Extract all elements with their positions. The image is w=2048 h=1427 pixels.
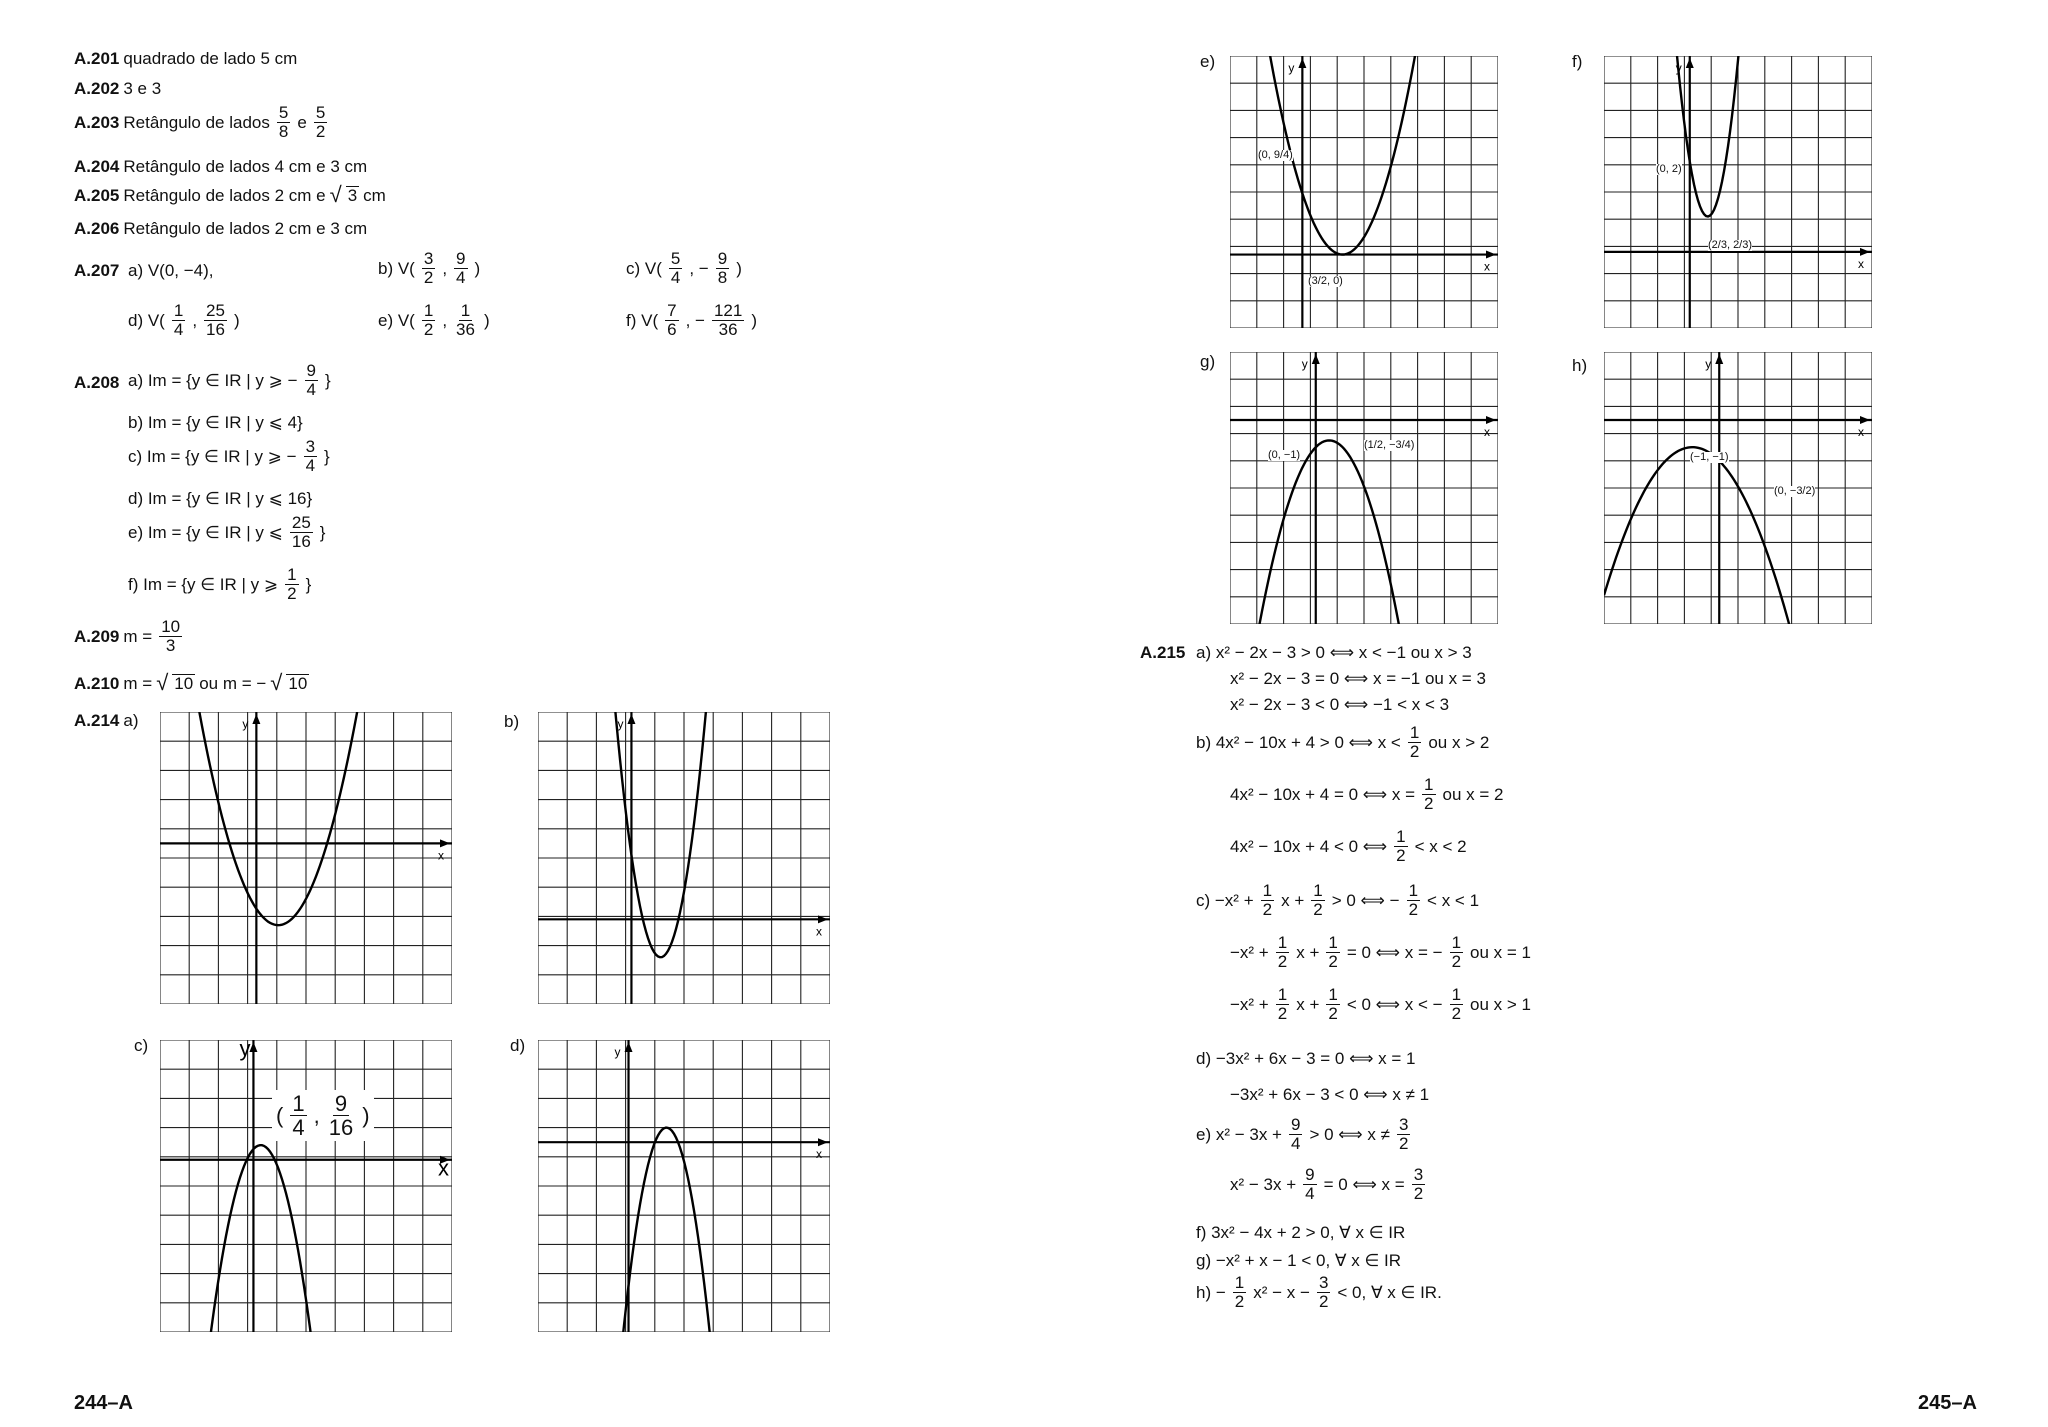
x-arrow-icon <box>1486 251 1496 259</box>
page-number-right: 245–A <box>1918 1392 1977 1414</box>
sqrt-icon: √ <box>156 670 169 695</box>
graph-a214g <box>1230 352 1498 624</box>
item-label: A.214 <box>74 711 120 730</box>
item-label: A.210 <box>74 673 120 693</box>
item-text: Retângulo de lados 2 cm e 3 cm <box>123 219 368 238</box>
y-arrow-icon <box>627 714 635 724</box>
a207-c: c) V( $\frac{5}{4}$ , − $\frac{9}{8}$ ) <box>626 249 742 287</box>
a207-f: f) V( $\frac{7}{6}$ , − $\frac{121}{36}$ ) <box>626 301 757 339</box>
y-axis-label: y <box>1705 357 1712 371</box>
a215-d1: d) −3x² + 6x − 3 = 0 ⟺ x = 1 <box>1196 1049 1416 1068</box>
a208-e: e) Im = {y ∈ IR | y ⩽ $\frac{25}{16}$ } <box>128 513 326 551</box>
x-arrow-icon <box>1860 248 1870 256</box>
a207-e: e) V( $\frac{1}{2}$ , $\frac{1}{36}$ ) <box>378 301 490 339</box>
x-arrow-icon <box>440 839 450 847</box>
graph-label: a) <box>123 711 139 730</box>
item-label: A.204 <box>74 157 120 176</box>
graph-a214b <box>538 712 830 1004</box>
point-label: (0, −1) <box>1268 449 1301 461</box>
a208-a: a) Im = {y ∈ IR | y ⩾ − $\frac{9}{4}$ } <box>128 361 331 399</box>
a207-a: a) V(0, −4), <box>128 261 214 280</box>
point-label: (3/2, 0) <box>1308 275 1343 287</box>
graph-label-g: g) <box>1200 352 1216 371</box>
a215-a3: x² − 2x − 3 < 0 ⟺ −1 < x < 3 <box>1230 695 1450 714</box>
graph-label-e: e) <box>1200 52 1216 71</box>
item-a206 <box>74 220 367 237</box>
graph-label-b: b) <box>504 712 520 731</box>
parabola-curve <box>614 712 706 957</box>
y-arrow-icon <box>1686 58 1694 68</box>
grid <box>1230 56 1498 328</box>
graph-a214h <box>1604 352 1872 624</box>
y-axis-label: y <box>1288 61 1295 75</box>
y-axis-label: y <box>1675 61 1682 75</box>
item-a214 <box>74 712 139 729</box>
item-label: A.206 <box>74 219 120 238</box>
a208-b: b) Im = {y ∈ IR | y ⩽ 4} <box>128 413 303 432</box>
item-a204 <box>74 158 367 175</box>
item-label: A.203 <box>74 112 120 132</box>
y-axis-label: y <box>614 1045 621 1059</box>
x-arrow-icon <box>818 1138 828 1146</box>
item-label: A.202 <box>74 79 120 98</box>
a215-b1: b) 4x² − 10x + 4 > 0 ⟺ x < $\frac{1}{2}$ ou x > 2 <box>1196 723 1490 761</box>
x-arrow-icon <box>1486 416 1496 424</box>
graph-c-point-label: ( $\frac{1}{4}$ , $\frac{9}{16}$ ) <box>272 1090 374 1141</box>
y-axis-label: y <box>242 717 249 731</box>
y-arrow-icon <box>252 714 260 724</box>
a215-b2: 4x² − 10x + 4 = 0 ⟺ x = $\frac{1}{2}$ ou x = 2 <box>1230 775 1504 813</box>
grid <box>1604 56 1872 328</box>
a207-b: b) V( $\frac{3}{2}$ , $\frac{9}{4}$ ) <box>378 249 481 287</box>
x-axis-label: x <box>816 924 822 939</box>
grid <box>538 712 830 1004</box>
y-arrow-icon <box>1715 354 1723 364</box>
grid <box>538 1040 830 1332</box>
a215-f: f) 3x² − 4x + 2 > 0, ∀ x ∈ IR <box>1196 1223 1406 1242</box>
graph-a214f <box>1604 56 1872 328</box>
item-label: A.209 <box>74 626 120 646</box>
item-a209: A.209 m = $\frac{10}{3}$ <box>74 617 181 655</box>
fraction: $\frac{5}{8}$ <box>278 103 289 141</box>
point-label: (0, −3/2) <box>1774 485 1816 497</box>
x-axis-label: x <box>438 848 444 863</box>
y-arrow-icon <box>1298 58 1306 68</box>
graph-a214c <box>160 1040 452 1332</box>
a207-d: d) V( $\frac{1}{4}$ , $\frac{25}{16}$ ) <box>128 301 240 339</box>
parabola-curve <box>622 1128 710 1332</box>
a208-f: f) Im = {y ∈ IR | y ⩾ $\frac{1}{2}$ } <box>128 565 312 603</box>
item-text: e <box>297 112 307 132</box>
a215-c2: −x² + $\frac{1}{2}$ x + $\frac{1}{2}$ = 0 ⟺ x = − $\frac{1}{2}$ ou x = 1 <box>1230 933 1532 971</box>
point-label: (0, 9/4) <box>1258 149 1293 161</box>
item-a202 <box>74 80 161 97</box>
x-axis-label: x <box>1858 425 1864 439</box>
a215-b3: 4x² − 10x + 4 < 0 ⟺ $\frac{1}{2}$ < x < 2 <box>1230 827 1467 865</box>
point-label: (0, 2) <box>1656 163 1682 175</box>
item-label-a208: A.208 <box>74 373 120 392</box>
x-arrow-icon <box>1860 416 1870 424</box>
item-label-a207: A.207 <box>74 261 120 280</box>
item-label: A.201 <box>74 49 120 68</box>
graph-label-h: h) <box>1572 356 1588 375</box>
a215-a2: x² − 2x − 3 = 0 ⟺ x = −1 ou x = 3 <box>1230 669 1486 688</box>
y-axis-label: y <box>239 1040 251 1061</box>
item-text: quadrado de lado 5 cm <box>123 49 298 68</box>
sqrt-icon: √ <box>329 182 342 207</box>
point-label: (1/2, −3/4) <box>1364 439 1415 451</box>
y-axis-label: y <box>1301 357 1308 371</box>
x-axis-label: x <box>438 1155 449 1181</box>
a215-e1: e) x² − 3x + $\frac{9}{4}$ > 0 ⟺ x ≠ $\frac{3}{2}$ <box>1196 1115 1409 1153</box>
parabola-curve <box>210 1145 312 1332</box>
item-text: Retângulo de lados 4 cm e 3 cm <box>123 157 368 176</box>
graph-label-f: f) <box>1572 52 1583 71</box>
a215-g: g) −x² + x − 1 < 0, ∀ x ∈ IR <box>1196 1251 1402 1270</box>
item-label-a215: A.215 <box>1140 643 1186 662</box>
unit: cm <box>363 185 386 205</box>
a215-c1: c) −x² + $\frac{1}{2}$ x + $\frac{1}{2}$ > 0 ⟺ − $\frac{1}{2}$ < x < 1 <box>1196 881 1480 919</box>
graph-a214e <box>1230 56 1498 328</box>
y-arrow-icon <box>249 1042 257 1052</box>
y-axis-label: y <box>617 717 624 731</box>
a215-e2: x² − 3x + $\frac{9}{4}$ = 0 ⟺ x = $\frac{3}{2}$ <box>1230 1165 1424 1203</box>
graph-label-c: c) <box>134 1036 149 1055</box>
page-number-left: 244–A <box>74 1392 133 1414</box>
grid <box>160 1040 452 1332</box>
a215-d2: −3x² + 6x − 3 < 0 ⟺ x ≠ 1 <box>1230 1085 1430 1104</box>
a215-c3: −x² + $\frac{1}{2}$ x + $\frac{1}{2}$ < 0 ⟺ x < − $\frac{1}{2}$ ou x > 1 <box>1230 985 1532 1023</box>
a215-a1: a) x² − 2x − 3 > 0 ⟺ x < −1 ou x > 3 <box>1196 643 1472 662</box>
item-text: Retângulo de lados 2 cm e <box>123 185 326 205</box>
item-a203 <box>74 104 330 141</box>
radicand: 3 <box>347 186 358 205</box>
item-a205 <box>74 184 386 206</box>
graph-a214d <box>538 1040 830 1332</box>
x-axis-label: x <box>1858 256 1864 271</box>
x-axis-label: x <box>1484 425 1490 439</box>
a208-d: d) Im = {y ∈ IR | y ⩽ 16} <box>128 489 313 508</box>
fraction: $\frac{5}{2}$ <box>315 103 326 141</box>
graph-label-d: d) <box>510 1036 526 1055</box>
graph-a214a <box>160 712 452 1004</box>
x-axis-label: x <box>1484 259 1490 274</box>
item-a210: A.210 m = √ 10 ou m = − √ 10 <box>74 670 308 695</box>
a208-c: c) Im = {y ∈ IR | y ⩾ − $\frac{3}{4}$ } <box>128 437 330 475</box>
item-label: A.205 <box>74 185 120 205</box>
a215-h: h) − $\frac{1}{2}$ x² − x − $\frac{3}{2}$ < 0, ∀ x ∈ IR. <box>1196 1273 1442 1311</box>
item-a201 <box>74 50 297 67</box>
y-arrow-icon <box>1312 354 1320 364</box>
grid <box>160 712 452 1004</box>
x-axis-label: x <box>816 1147 822 1162</box>
parabola-curve <box>1604 447 1794 624</box>
point-label: (2/3, 2/3) <box>1708 239 1753 251</box>
sqrt-icon: √ <box>270 670 283 695</box>
item-text: Retângulo de lados <box>123 112 270 132</box>
point-label: (−1, −1) <box>1690 451 1729 463</box>
item-text: 3 e 3 <box>123 79 162 98</box>
